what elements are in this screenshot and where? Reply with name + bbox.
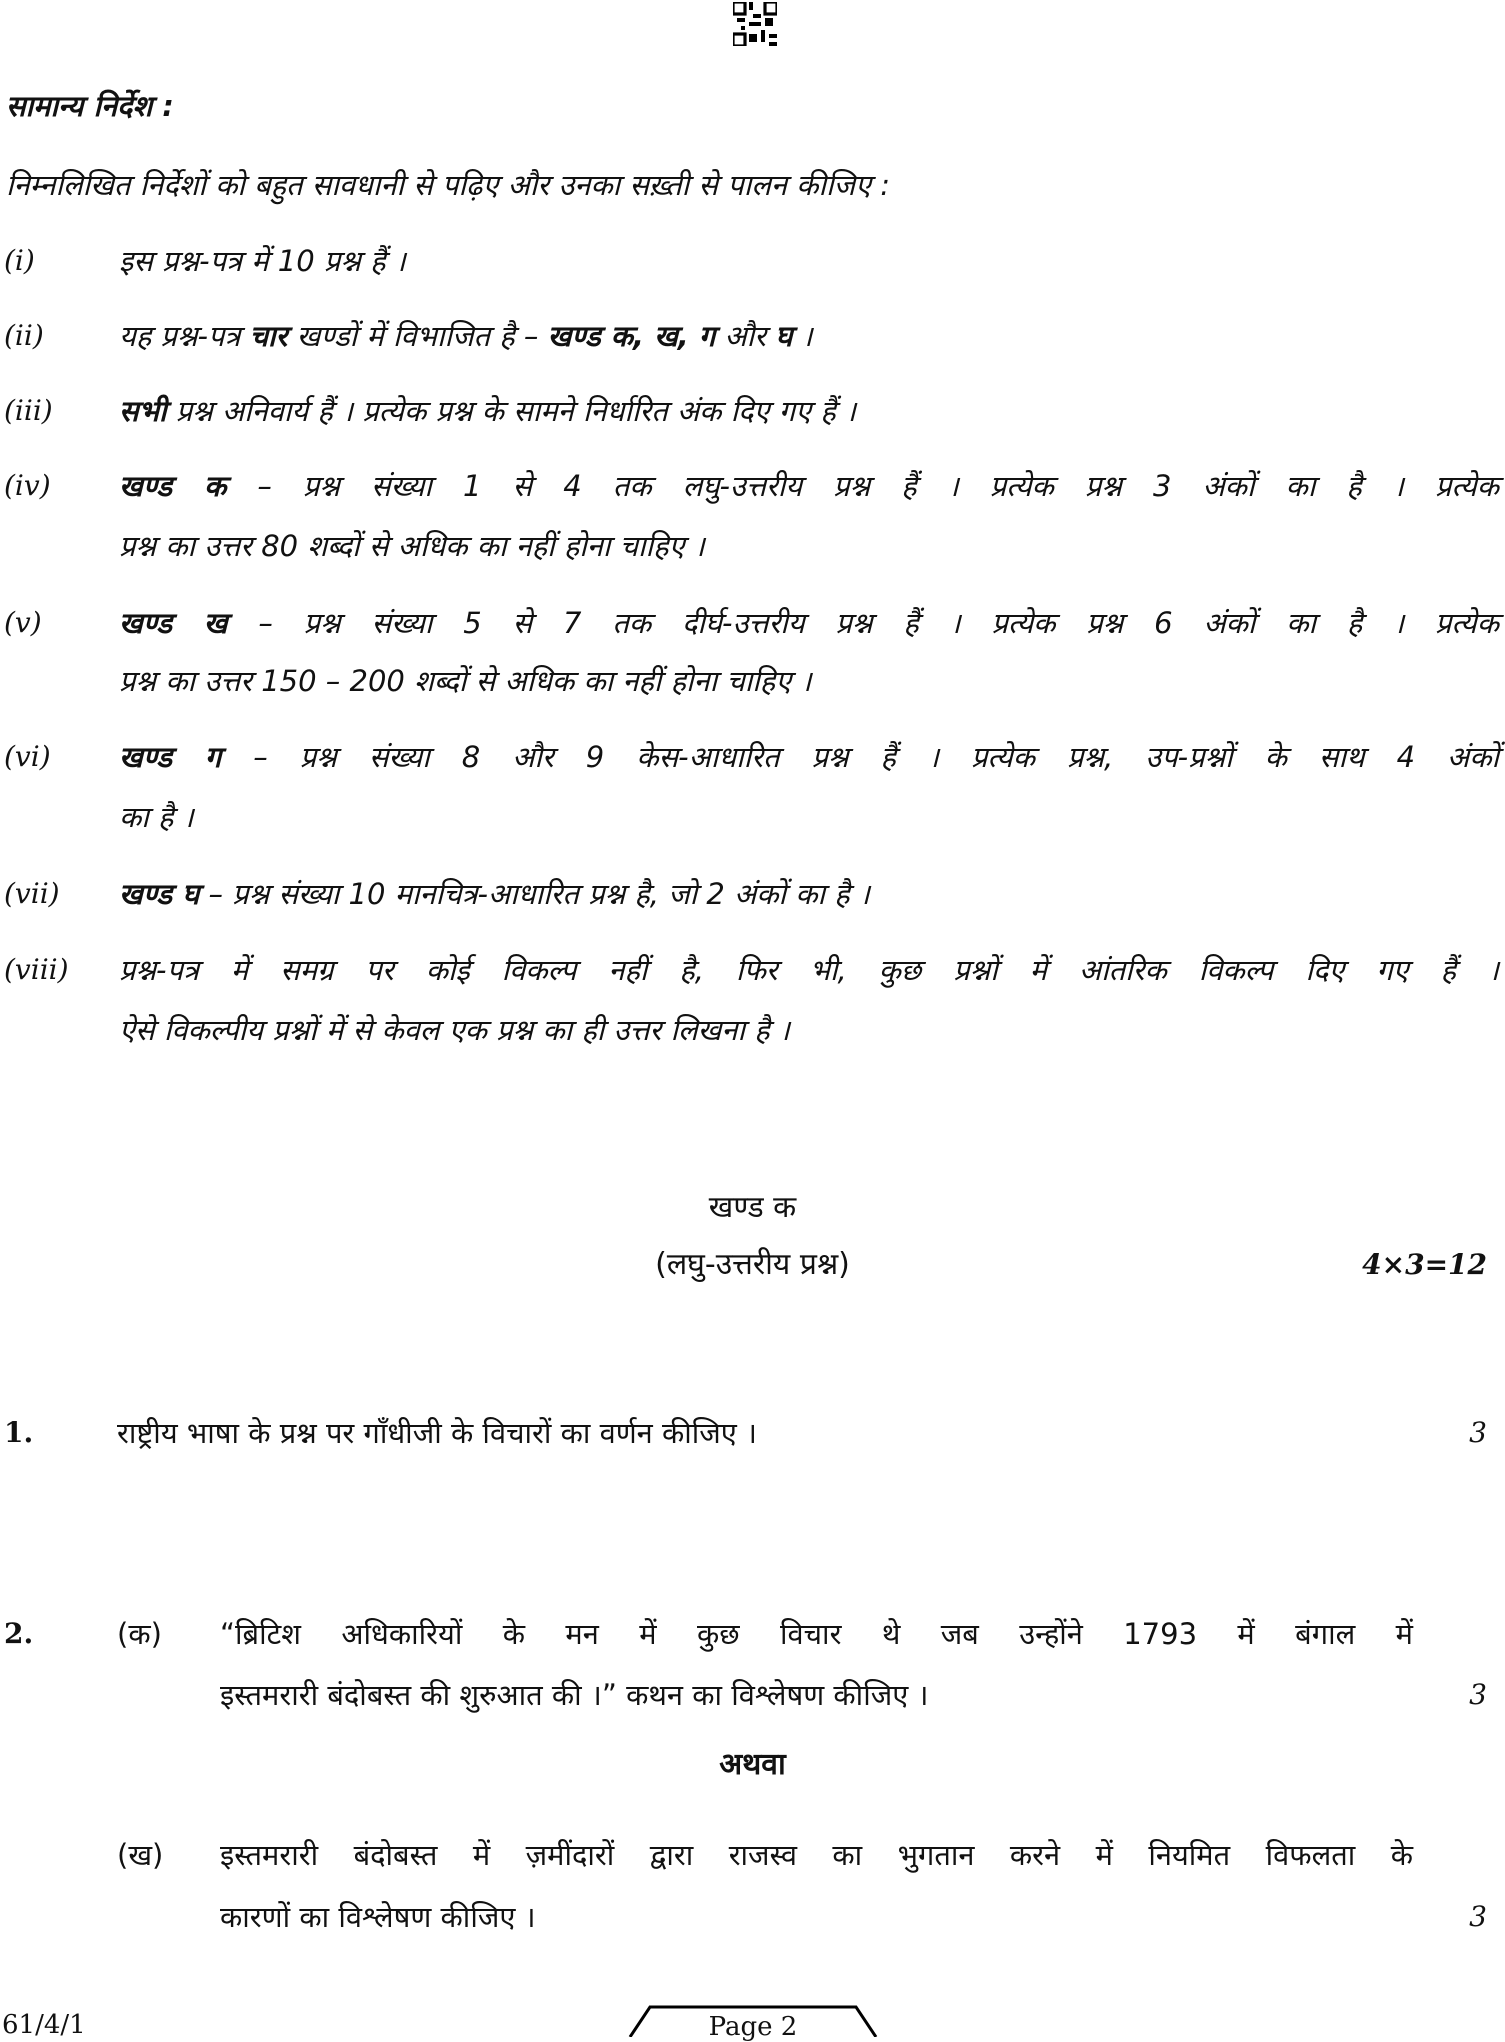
bold-text: खण्ड घ: [119, 877, 200, 911]
subquestion-label: (क): [117, 1617, 162, 1651]
item-label: (viii): [4, 953, 69, 986]
qr-code: [733, 2, 777, 46]
question-marks: 3: [1469, 1678, 1487, 1711]
text: – प्रश्न संख्या 10 मानचित्र-आधारित प्रश्न है, जो 2 अंकों का है ।: [199, 877, 870, 911]
subquestion-label: (ख): [117, 1838, 164, 1872]
question-number: 2.: [4, 1617, 34, 1650]
instruction-item-continued: का है ।: [119, 800, 194, 834]
instruction-item: [119, 316, 813, 356]
text: खण्डों में विभाजित है –: [287, 319, 548, 353]
item-label: (iii): [4, 394, 53, 427]
text: – प्रश्न संख्या 8 और 9 केस-आधारित प्रश्न हैं । प्रत्येक प्रश्न, उप-प्रश्नों के साथ 4 अंकों: [221, 740, 1500, 774]
instruction-item: इस प्रश्न-पत्र में 10 प्रश्न हैं ।: [119, 244, 406, 278]
bold-text: घ: [775, 319, 793, 353]
question-text: राष्ट्रीय भाषा के प्रश्न पर गाँधीजी के विचारों का वर्णन कीजिए ।: [117, 1416, 758, 1450]
item-label: (vii): [4, 877, 60, 910]
item-label: (i): [4, 244, 35, 277]
question-text-continued: कारणों का विश्लेषण कीजिए ।: [220, 1900, 536, 1934]
instruction-item: [119, 603, 1499, 643]
page-number: Page 2: [708, 2012, 798, 2042]
section-subtitle: (लघु-उत्तरीय प्रश्न): [655, 1247, 850, 1282]
instruction-item-continued: ऐसे विकल्पीय प्रश्नों में से केवल एक प्रश्न का ही उत्तर लिखना है ।: [119, 1013, 790, 1047]
instruction-item: [119, 391, 856, 431]
question-text-continued: इस्तमरारी बंदोबस्त की शुरुआत की ।” कथन का विश्लेषण कीजिए ।: [220, 1678, 929, 1712]
instruction-item-continued: प्रश्न का उत्तर 150 – 200 शब्दों से अधिक का नहीं होना चाहिए ।: [119, 664, 812, 698]
text: प्रश्न अनिवार्य हैं । प्रत्येक प्रश्न के सामने निर्धारित अंक दिए गए हैं ।: [166, 394, 856, 428]
section-title: खण्ड क: [708, 1190, 797, 1225]
bold-text: चार: [249, 319, 288, 353]
instructions-heading: सामान्य निर्देश :: [6, 89, 174, 123]
section-marks: 4×3=12: [1362, 1248, 1487, 1281]
item-label: (vi): [4, 740, 51, 773]
item-label: (iv): [4, 469, 51, 502]
text: ।: [792, 319, 813, 353]
question-number: 1.: [4, 1416, 34, 1449]
bold-text: खण्ड क, ख, ग: [547, 319, 716, 353]
question-text: “ब्रिटिश अधिकारियों के मन में कुछ विचार थे जब उन्होंने 1793 में बंगाल में: [220, 1617, 1413, 1651]
question-marks: 3: [1469, 1900, 1487, 1933]
text: यह प्रश्न-पत्र: [119, 319, 250, 353]
item-label: (ii): [4, 319, 44, 352]
question-text: इस्तमरारी बंदोबस्त में ज़मींदारों द्वारा राजस्व का भुगतान करने में नियमित विफलता के: [220, 1838, 1413, 1872]
paper-code: 61/4/1: [2, 2010, 86, 2040]
instruction-item: [119, 466, 1499, 506]
text: – प्रश्न संख्या 1 से 4 तक लघु-उत्तरीय प्रश्न हैं । प्रत्येक प्रश्न 3 अंकों का है । प्रत्येक: [226, 469, 1499, 503]
instruction-item: [119, 737, 1499, 777]
question-marks: 3: [1469, 1416, 1487, 1449]
instruction-item: [119, 874, 870, 914]
instruction-item: प्रश्न-पत्र में समग्र पर कोई विकल्प नहीं है, फिर भी, कुछ प्रश्नों में आंतरिक विकल्प दिए गए हैं ।: [119, 953, 1499, 987]
bold-text: खण्ड क: [119, 469, 227, 503]
instructions-intro: निम्नलिखित निर्देशों को बहुत सावधानी से पढ़िए और उनका सख़्ती से पालन कीजिए :: [6, 168, 891, 202]
bold-text: सभी: [119, 394, 167, 428]
text: – प्रश्न संख्या 5 से 7 तक दीर्घ-उत्तरीय प्रश्न हैं । प्रत्येक प्रश्न 6 अंकों का है । प्रत्येक: [227, 606, 1499, 640]
item-label: (v): [4, 606, 42, 639]
or-separator: अथवा: [719, 1747, 786, 1782]
bold-text: खण्ड ख: [119, 606, 228, 640]
bold-text: खण्ड ग: [119, 740, 222, 774]
instruction-item-continued: प्रश्न का उत्तर 80 शब्दों से अधिक का नहीं होना चाहिए ।: [119, 529, 705, 563]
text: और: [715, 319, 776, 353]
